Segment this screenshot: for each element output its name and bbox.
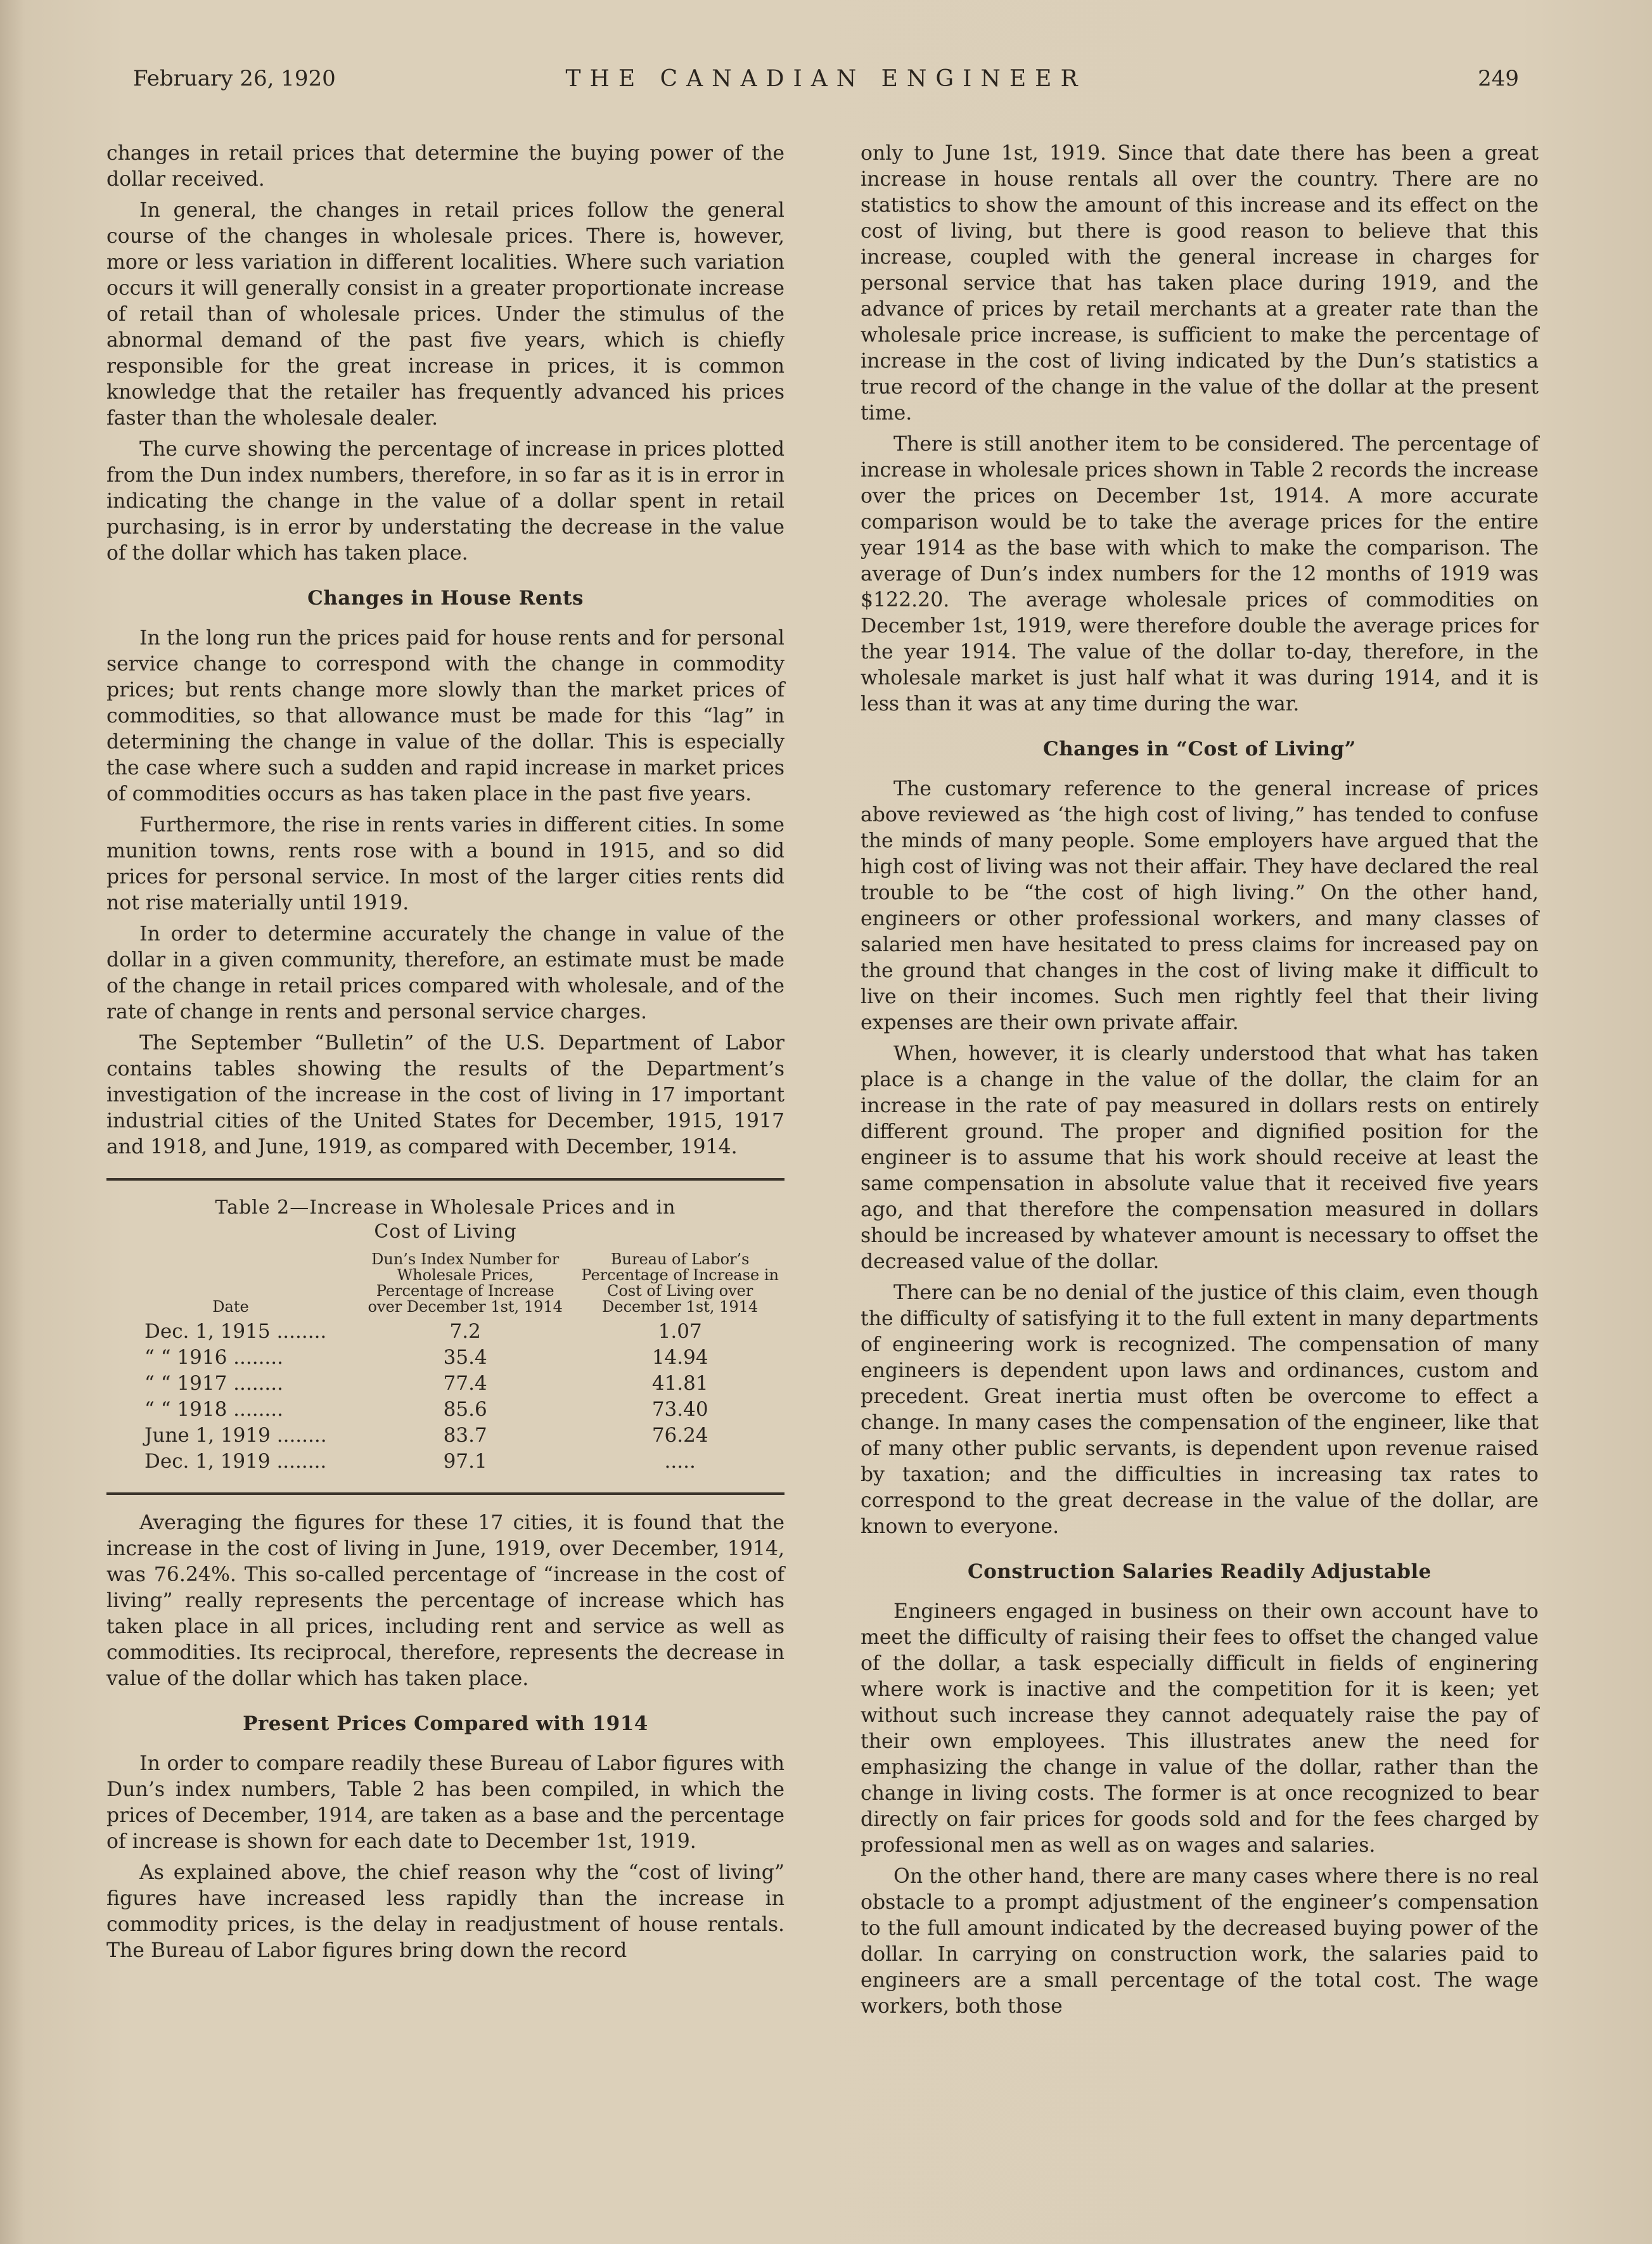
right-column bbox=[861, 141, 1539, 2025]
paragraph: only to June 1st, 1919. Since that date there has been a great increase in house rentals all over the country. There are no statistics to show the amount of this increase and its effect on the cost of living, but there is good reason to believe that this increase, coupled with the general increase in charges for personal service that has taken place during 1919, and the advance of prices by retail merchants at a greater rate than the wholesale price increase, is sufficient to make the percentage of increase in the cost of living indicated by the Dun’s statistics a true record of the change in the value of the dollar at the present time. bbox=[861, 142, 1539, 425]
left-column bbox=[106, 141, 784, 1969]
paragraph: The September “Bulletin” of the U.S. Department of Labor contains tables showing the results of the Department’s investigation of the increase in the cost of living in 17 important industrial cities of the United States for December, 1915, 1917 and 1918, and June, 1919, as compared with December, 1914. bbox=[106, 1032, 784, 1158]
paragraph: In the long run the prices paid for house rents and for personal service change to correspond with the change in commodity prices; but rents change more slowly than the market prices of commodities, so that allowance must be made for this “lag” in determining the change in value of the dollar. This is especially the case where such a sudden and rapid increase in market prices of commodities occurs as has taken place in the past five years. bbox=[106, 627, 784, 805]
paragraph: As explained above, the chief reason why the “cost of living” figures have increased less rapidly than the increase in commodity prices, is the delay in readjustment of house rentals. The Bureau of Labor figures bring down the record bbox=[106, 1861, 784, 1962]
column-header-bureau: Bureau of Labor’s Percentage of Increase in Cost of Living over December 1st, 1914 bbox=[581, 1250, 779, 1316]
paragraph: Engineers engaged in business on their own account have to meet the difficulty of raising their fees to offset the changed value of the dollar, a task especially difficult in fields of enginering where work is inactive and the competition for it is keen; yet without such increase they cannot adequately raise the pay of their own employees. This illustrates anew the need for emphasizing the change in value of the dollar, rather than the change in living costs. The former is at once recognized to bear directly on fair prices for goods sold and for the fees charged by professional men as well as on wages and salaries. bbox=[861, 1600, 1539, 1857]
paragraph: On the other hand, there are many cases where there is no real obstacle to a prompt adjustment of the engineer’s compensation to the full amount indicated by the decreased buying power of the dollar. In carrying on construction work, the salaries paid to engineers are a small percentage of the total cost. The wage workers, both those bbox=[861, 1865, 1539, 2018]
table-row: Dec. 1, 1919 ........ 97.1 ..... bbox=[144, 1450, 696, 1473]
table-row: June 1, 1919 ........ 83.7 76.24 bbox=[144, 1424, 708, 1447]
paragraph: In general, the changes in retail prices follow the general course of the changes in wholesale prices. There is, however, more or less variation in different localities. Where such variation occurs it will generally consist in a greater proportionate increase of retail than of wholesale prices. Under the stimulus of the abnormal demand of the past five years, which is chiefly responsible for the great increase in prices, it is common knowledge that the retailer has frequently advanced his prices faster than the wholesale dealer. bbox=[106, 199, 784, 430]
table-top-rule bbox=[106, 1178, 784, 1181]
table-row: “ “ 1916 ........ 35.4 14.94 bbox=[144, 1346, 708, 1369]
paragraph: Averaging the figures for these 17 cities, it is found that the increase in the cost of living in June, 1919, over December, 1914, was 76.24%. This so-called percentage of “increase in the cost of living” really represents the percentage of increase which has taken place in all prices, including rent and service as well as commodities. Its reciprocal, therefore, represents the decrease in value of the dollar which has taken place. bbox=[106, 1511, 784, 1690]
section-heading: Present Prices Compared with 1914 bbox=[243, 1712, 648, 1735]
paragraph: The curve showing the percentage of increase in prices plotted from the Dun index numbers, therefore, in so far as it is in error in indicating the change in the value of a dollar spent in retail purchasing, is in error by understating the decrease in the value of the dollar which has taken place. bbox=[106, 438, 784, 565]
table-title: Table 2—Increase in Wholesale Prices and in Cost of Living bbox=[215, 1196, 676, 1243]
table-row: “ “ 1917 ........ 77.4 41.81 bbox=[144, 1372, 708, 1395]
paragraph: When, however, it is clearly understood that what has taken place is a change in the value of the dollar, the claim for an increase in the rate of pay measured in dollars rests on entirely different ground. The proper and dignified position for the engineer is to assume that his work should receive at least the same compensation in absolute value that it received five years ago, and that therefore the compensation measured in dollars should be increased by whatever amount is necessary to offset the decreased value of the dollar. bbox=[861, 1042, 1539, 1273]
table-bottom-rule bbox=[106, 1492, 784, 1495]
table-row: “ “ 1918 ........ 85.6 73.40 bbox=[144, 1398, 708, 1421]
column-header-date: Date bbox=[212, 1298, 249, 1316]
table-row: Dec. 1, 1915 ........ 7.2 1.07 bbox=[144, 1320, 702, 1343]
paragraph: There is still another item to be considered. The percentage of increase in wholesale prices shown in Table 2 records the increase over the prices on December 1st, 1914. A more accurate comparison would be to take the average prices for the entire year 1914 as the base with which to make the comparison. The average of Dun’s index numbers for the 12 months of 1919 was $122.20. The average wholesale prices of commodities on December 1st, 1919, were therefore double the average prices for the year 1914. The value of the dollar to-day, therefore, in the wholesale market is just half what it was during 1914, and it is less than it was at any time during the war. bbox=[861, 433, 1539, 715]
paragraph: In order to compare readily these Bureau of Labor figures with Dun’s index numbers, Table 2 has been compiled, in which the prices of December, 1914, are taken as a base and the percentage of increase is shown for each date to December 1st, 1919. bbox=[106, 1752, 784, 1853]
paragraph: changes in retail prices that determine the buying power of the dollar received. bbox=[106, 142, 784, 191]
data-table bbox=[106, 1252, 784, 1475]
column-header-dun: Dun’s Index Number for Wholesale Prices, Percentage of Increase over December 1st, 1914 bbox=[368, 1250, 563, 1316]
paragraph: There can be no denial of the justice of this claim, even though the difficulty of satisfying it to the full extent in many departments of engineering work is recognized. The compensation of many engineers is dependent upon laws and ordinances, custom and precedent. Great inertia must often be overcome to effect a change. In many cases the compensation of the engineer, like that of many other public servants, is dependent upon revenue raised by taxation; and the difficulties in increasing tax rates to correspond to the great decrease in the value of the dollar, are known to everyone. bbox=[861, 1281, 1539, 1538]
page-header bbox=[133, 63, 1519, 101]
table-2 bbox=[106, 1196, 784, 1475]
section-heading: Changes in House Rents bbox=[307, 587, 584, 610]
section-heading: Construction Salaries Readily Adjustable bbox=[967, 1560, 1432, 1583]
section-heading: Changes in “Cost of Living” bbox=[1042, 738, 1357, 760]
paragraph: Furthermore, the rise in rents varies in different cities. In some munition towns, rents rose with a bound in 1915, and so did prices for personal service. In most of the larger cities rents did not rise materially until 1919. bbox=[106, 814, 784, 914]
paragraph: In order to determine accurately the change in value of the dollar in a given community, therefore, an estimate must be made of the change in retail prices compared with wholesale, and of the rate of change in rents and personal service charges. bbox=[106, 923, 784, 1023]
page-number: 249 bbox=[1478, 66, 1519, 91]
issue-date: February 26, 1920 bbox=[133, 66, 336, 91]
journal-title: THE CANADIAN ENGINEER bbox=[565, 66, 1087, 92]
paragraph: The customary reference to the general increase of prices above reviewed as ‘the high cost of living,” has tended to confuse the minds of many people. Some employers have argued that the high cost of living was not their affair. They have declared the real trouble to be “the cost of high living.” On the other hand, engineers or other professional workers, and many classes of salaried men have hesitated to press claims for increased pay on the ground that changes in the cost of living make it difficult to live on their incomes. Such men rightly feel that their living expenses are their own private affair. bbox=[861, 778, 1539, 1034]
